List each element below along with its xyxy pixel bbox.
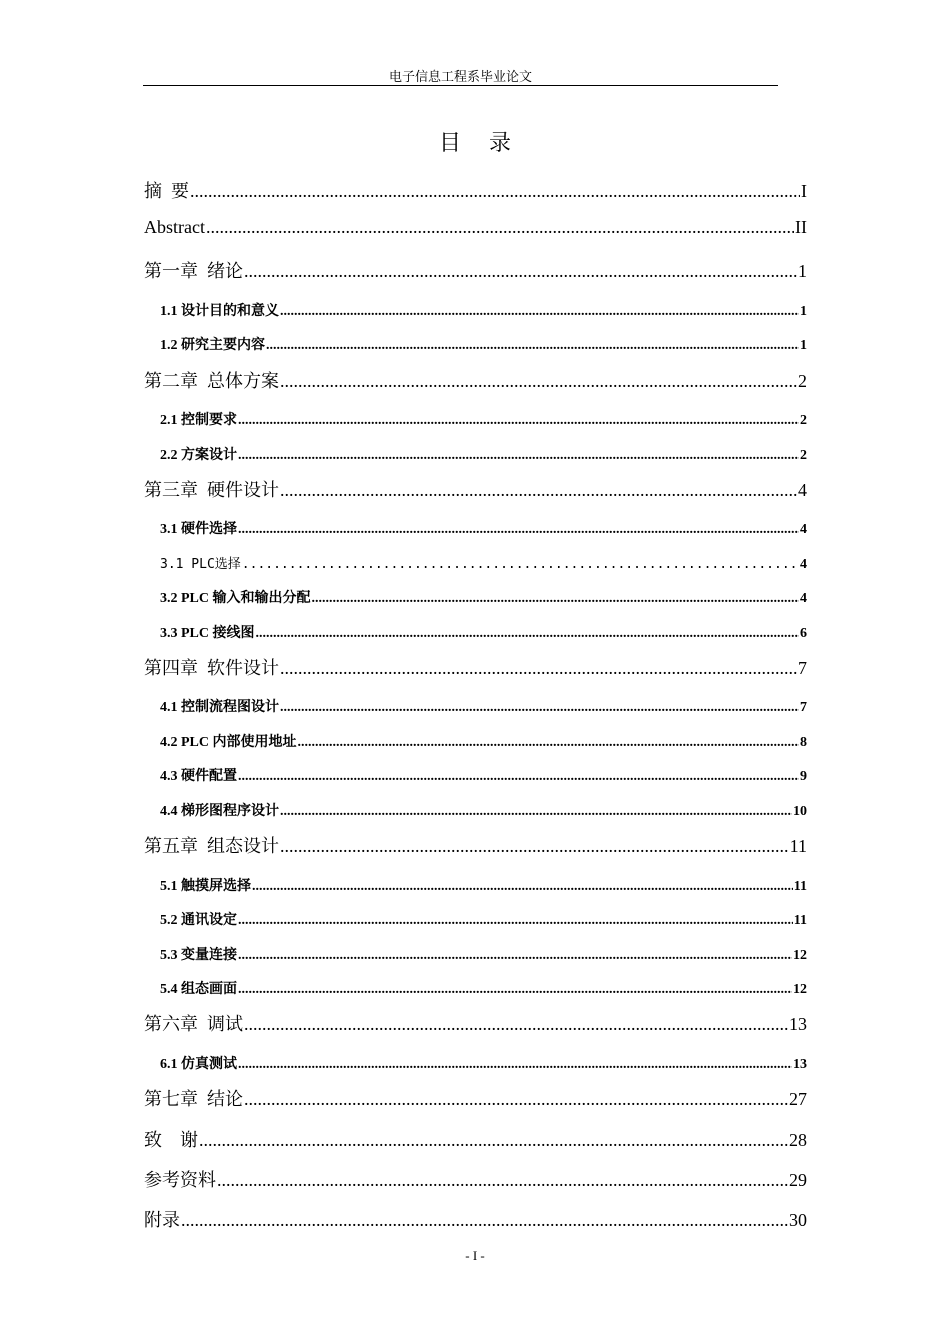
page-number: - I -: [465, 1248, 485, 1263]
toc-entry-label: 5.4 组态画面: [160, 982, 237, 997]
toc-entry-label: 2.2 方案设计: [160, 448, 237, 463]
toc-entry-label: 第七章 结论: [144, 1089, 243, 1109]
toc-entry-label: 第一章 绪论: [144, 261, 243, 281]
toc-entry[interactable]: [160, 587, 807, 607]
toc-entry-label: 4.4 梯形图程序设计: [160, 804, 279, 819]
toc-entry-label: 1.1 设计目的和意义: [160, 304, 279, 319]
toc-entry-page: 4: [800, 557, 807, 572]
toc-entry-label: 2.1 控制要求: [160, 413, 237, 428]
toc-leader-dots: [244, 261, 797, 282]
toc-entry-label: 第五章 组态设计: [144, 836, 279, 856]
toc-entry-page: 8: [800, 735, 807, 750]
toc-entry-label: 4.1 控制流程图设计: [160, 700, 279, 715]
toc-entry-page: 11: [789, 836, 807, 856]
running-header: 电子信息工程系毕业论文: [388, 69, 532, 84]
toc-entry-page: 1: [800, 304, 807, 319]
toc-leader-dots: [199, 1130, 788, 1151]
toc-leader-dots: [217, 1170, 788, 1191]
toc-entry[interactable]: [160, 978, 807, 998]
toc-entry[interactable]: [160, 944, 807, 964]
toc-entry[interactable]: [144, 367, 807, 393]
toc-entry[interactable]: [160, 909, 807, 929]
toc-leader-dots: [298, 735, 800, 751]
toc-entry-label: 附录: [144, 1210, 180, 1230]
toc-entry[interactable]: [160, 1053, 807, 1073]
header-rule: [143, 85, 778, 86]
toc-entry[interactable]: [144, 1085, 807, 1111]
toc-entry-label: 3.2 PLC 输入和输出分配: [160, 591, 311, 606]
toc-entry-page: 9: [800, 769, 807, 784]
toc-leader-dots: [280, 836, 789, 857]
toc-entry-page: I: [801, 181, 807, 201]
toc-leader-dots: [252, 879, 793, 895]
toc-entry-label: 3.1 PLC选择: [160, 557, 241, 572]
toc-leader-dots: [312, 591, 800, 607]
toc-entry-label: 5.3 变量连接: [160, 948, 237, 963]
toc-entry-page: 12: [793, 948, 807, 963]
toc-leader-dots: [256, 626, 800, 642]
toc-entry-label: 摘 要: [144, 181, 189, 201]
toc-leader-dots: [238, 982, 792, 998]
toc-entry-page: 11: [793, 913, 807, 928]
toc-leader-dots: [244, 1089, 788, 1110]
toc-entry-label: Abstract: [144, 217, 205, 237]
toc-leader-dots: [238, 1057, 792, 1073]
toc-entry-page: 27: [789, 1089, 807, 1109]
toc-entry[interactable]: [144, 1166, 807, 1192]
toc-entry[interactable]: [160, 875, 807, 895]
toc-entry-page: 2: [800, 413, 807, 428]
toc-leader-dots: [190, 181, 800, 202]
toc-entry-page: 2: [800, 448, 807, 463]
toc-leader-dots: [238, 913, 793, 929]
toc-leader-dots: [238, 413, 799, 429]
toc-entry-label: 第六章 调试: [144, 1014, 243, 1034]
toc-entry[interactable]: [160, 731, 807, 751]
toc-entry-label: 第四章 软件设计: [144, 658, 279, 678]
toc-leader-dots: [238, 769, 799, 785]
toc-entry-page: 2: [798, 371, 807, 391]
toc-entry[interactable]: [144, 476, 807, 502]
toc-entry-label: 致 谢: [144, 1130, 198, 1150]
toc-entry-label: 5.1 触摸屏选择: [160, 879, 251, 894]
toc-entry-label: 4.3 硬件配置: [160, 769, 237, 784]
toc-leader-dots: [238, 448, 799, 464]
toc-entry[interactable]: [160, 800, 807, 820]
toc-entry[interactable]: [160, 444, 807, 464]
toc-entry-page: 13: [789, 1014, 807, 1034]
toc-entry[interactable]: [144, 654, 807, 680]
toc-entry-page: 29: [789, 1170, 807, 1190]
toc-leader-dots: [181, 1210, 788, 1231]
toc-entry[interactable]: [144, 1010, 807, 1036]
toc-entry-page: 11: [793, 879, 807, 894]
toc-entry-label: 6.1 仿真测试: [160, 1057, 237, 1072]
toc-leader-dots: [206, 217, 794, 238]
toc-entry[interactable]: [144, 1206, 807, 1232]
toc-leader-dots: [280, 371, 797, 392]
toc-entry[interactable]: [160, 300, 807, 320]
toc-leader-dots: [280, 658, 797, 679]
toc-entry-page: 10: [793, 804, 807, 819]
toc-entry[interactable]: [144, 257, 807, 283]
toc-entry-page: 1: [800, 338, 807, 353]
toc-entry-label: 1.2 研究主要内容: [160, 338, 265, 353]
toc-leader-dots: [244, 1014, 788, 1035]
toc-entry[interactable]: [160, 553, 807, 573]
toc-entry[interactable]: [144, 217, 807, 238]
toc-leader-dots: [280, 804, 792, 820]
toc-entry[interactable]: [160, 765, 807, 785]
toc-entry-page: II: [795, 217, 807, 237]
toc-entry-page: 7: [800, 700, 807, 715]
toc-leader-dots: [280, 304, 799, 320]
toc-entry-label: 5.2 通讯设定: [160, 913, 237, 928]
toc-leader-dots: [242, 557, 799, 572]
toc-leader-dots: [238, 522, 799, 538]
toc-entry-page: 4: [798, 480, 807, 500]
toc-entry[interactable]: [160, 696, 807, 716]
toc-entry-label: 第二章 总体方案: [144, 371, 279, 391]
toc-entry-page: 4: [800, 522, 807, 537]
toc-entry[interactable]: [160, 622, 807, 642]
toc-leader-dots: [266, 338, 799, 354]
toc-entry-page: 1: [798, 261, 807, 281]
toc-leader-dots: [280, 480, 797, 501]
toc-leader-dots: [238, 948, 792, 964]
toc-entry-label: 3.1 硬件选择: [160, 522, 237, 537]
toc-entry[interactable]: [144, 177, 807, 203]
toc-entry[interactable]: [160, 334, 807, 354]
toc-entry-label: 4.2 PLC 内部使用地址: [160, 735, 297, 750]
toc-entry-page: 4: [800, 591, 807, 606]
toc-entry-label: 参考资料: [144, 1170, 216, 1190]
toc-entry-page: 13: [793, 1057, 807, 1072]
toc-entry-label: 3.3 PLC 接线图: [160, 626, 255, 641]
toc-entry-page: 7: [798, 658, 807, 678]
toc-entry-page: 6: [800, 626, 807, 641]
page-title: 目录: [438, 130, 539, 155]
toc-leader-dots: [280, 700, 799, 716]
toc-entry[interactable]: [160, 409, 807, 429]
toc-entry-label: 第三章 硬件设计: [144, 480, 279, 500]
toc-entry[interactable]: [144, 832, 807, 858]
toc-entry-page: 28: [789, 1130, 807, 1150]
toc-entry[interactable]: [144, 1126, 807, 1152]
toc-entry-page: 12: [793, 982, 807, 997]
toc-entry-page: 30: [789, 1210, 807, 1230]
toc-entry[interactable]: [160, 518, 807, 538]
